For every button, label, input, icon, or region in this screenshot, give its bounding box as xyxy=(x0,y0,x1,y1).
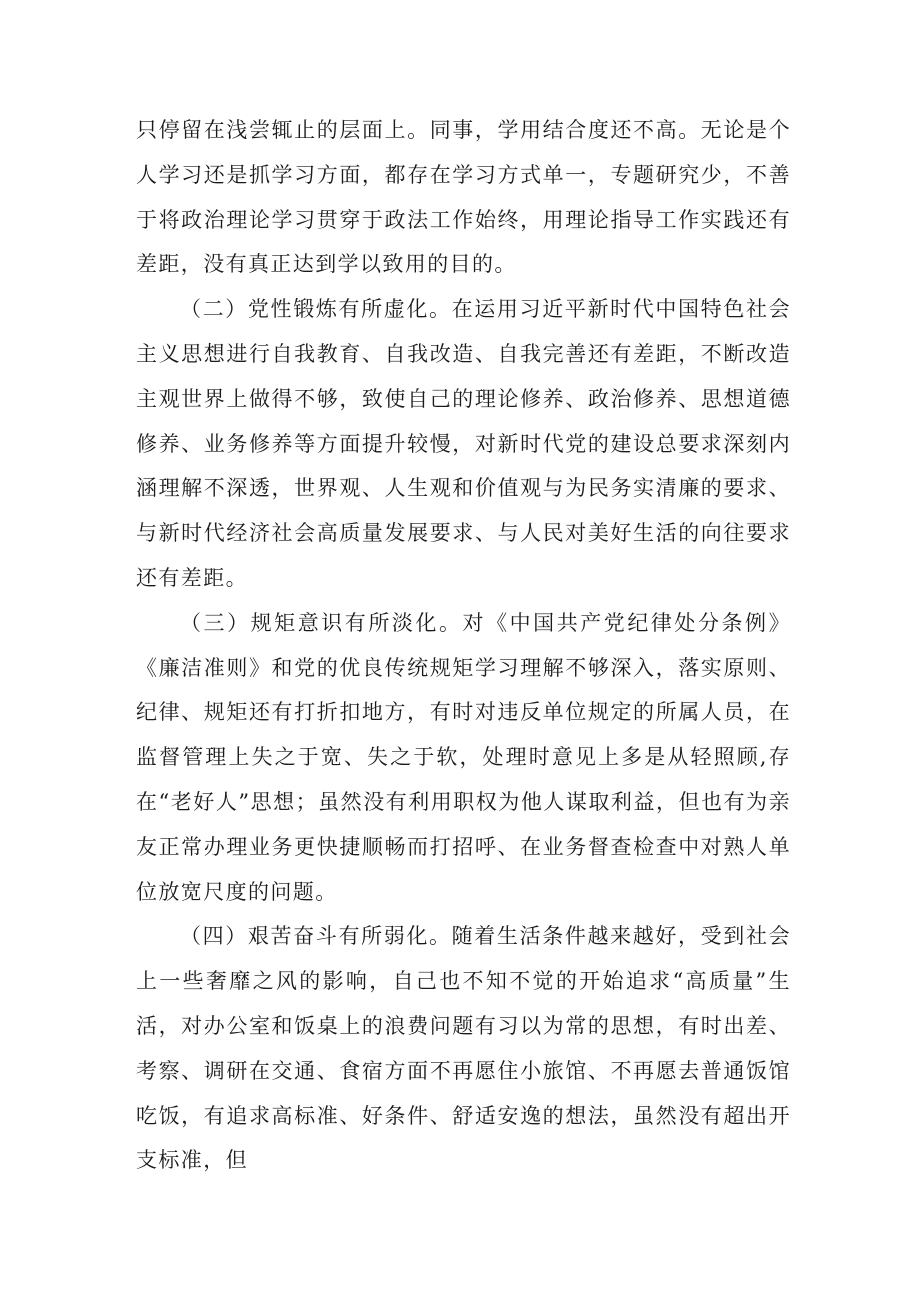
document-body xyxy=(136,108,791,1183)
paragraph-section-3: （三）规矩意识有所淡化。对《中国共产党纪律处分条例》《廉洁准则》和党的优良传统规矩学习理解不够深入，落实原则、纪律、规矩还有打折扣地方，有时对违反单位规定的所属人员，在监督管理上失之于宽、失之于软，处理时意见上多是从轻照顾,存在“老好人”思想；虽然没有利用职权为他人谋取利益，但也有为亲友正常办理业务更快捷顺畅而打招呼、在业务督查检查中对熟人单位放宽尺度的问题。 xyxy=(136,610,791,904)
paragraph-continuation: 只停留在浅尝辄止的层面上。同事，学用结合度还不高。无论是个人学习还是抓学习方面，都存在学习方式单一，专题研究少，不善于将政治理论学习贯穿于政法工作始终，用理论指导工作实践还有差距，没有真正达到学以致用的目的。 xyxy=(136,118,791,277)
paragraph-section-4: （四）艰苦奋斗有所弱化。随着生活条件越来越好，受到社会上一些奢靡之风的影响，自己也不知不觉的开始追求“高质量”生活，对办公室和饭桌上的浪费问题有习以为常的思想，有时出差、考察、调研在交通、食宿方面不再愿住小旅馆、不再愿去普通饭馆吃饭，有追求高标准、好条件、舒适安逸的想法，虽然没有超出开支标准，但 xyxy=(136,924,791,1173)
paragraph-section-2: （二）党性锻炼有所虚化。在运用习近平新时代中国特色社会主义思想进行自我教育、自我改造、自我完善还有差距，不断改造主观世界上做得不够，致使自己的理论修养、政治修养、思想道德修养、业务修养等方面提升较慢，对新时代党的建设总要求深刻内涵理解不深透，世界观、人生观和价值观与为民务实清廉的要求、与新时代经济社会高质量发展要求、与人民对美好生活的向往要求还有差距。 xyxy=(136,297,791,590)
